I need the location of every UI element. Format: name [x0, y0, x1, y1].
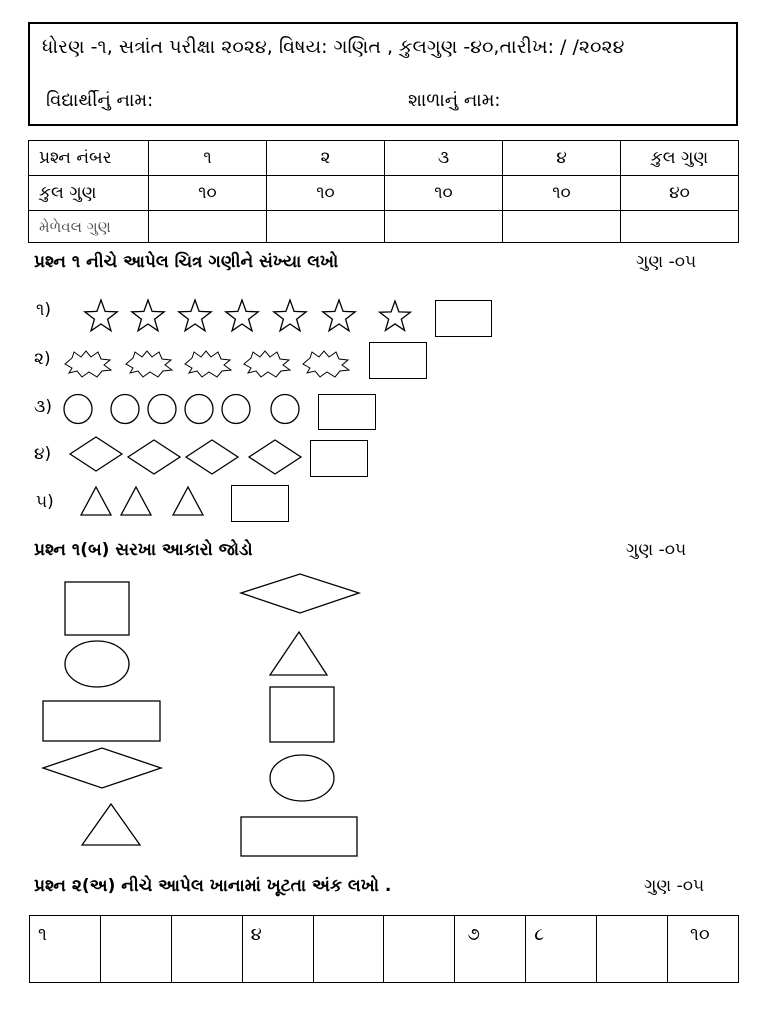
q1-bursts-row: [65, 351, 349, 377]
burst-icon: [185, 351, 231, 377]
circle-icon: [222, 395, 250, 424]
marks-cell: ૧૦: [149, 176, 267, 211]
star-icon: [179, 300, 211, 331]
q1-marks: ગુણ -૦૫: [636, 252, 697, 272]
number-cell: ૪: [242, 916, 313, 983]
student-name-label: વિદ્યાર્થીનું નામ:: [46, 90, 154, 111]
marks-cell: ૧૦: [503, 176, 621, 211]
q1-row-label: ૪): [34, 444, 52, 464]
number-answer-cell[interactable]: [313, 916, 384, 983]
number-cell: ૧૦: [668, 916, 739, 983]
star-icon: [132, 300, 164, 331]
q1-row-label: ૨): [34, 349, 51, 369]
marks-cell: ૪: [503, 141, 621, 176]
diamond-icon: [128, 440, 180, 474]
triangle-icon: [81, 487, 111, 515]
star-icon: [380, 301, 411, 330]
q2a-title: પ્રશ્ન ૨(અ) નીચે આપેલ ખાનામાં ખૂટતા અંક લખો .: [34, 876, 392, 896]
q1-title: પ્રશ્ન ૧ નીચે આપેલ ચિત્ર ગણીને સંખ્યા લખો: [34, 252, 339, 272]
number-answer-cell[interactable]: [597, 916, 668, 983]
marks-cell: ૧૦: [267, 176, 385, 211]
diamond-icon: [43, 748, 161, 788]
circle-icon: [148, 395, 176, 424]
marks-cell: ૨: [267, 141, 385, 176]
number-cell: ૧: [30, 916, 101, 983]
square-icon: [270, 687, 334, 742]
q1b-right-column: [241, 574, 359, 856]
star-icon: [323, 300, 355, 331]
star-icon: [85, 300, 117, 331]
circle-icon: [65, 641, 129, 687]
burst-icon: [65, 351, 111, 377]
q1-row-label: ૫): [36, 492, 54, 512]
burst-icon: [303, 351, 349, 377]
star-icon: [226, 300, 258, 331]
marks-cell: મેળેવલ ગુણ: [29, 211, 149, 243]
q1b-left-column: [43, 582, 161, 845]
q1-row-label: ૩): [34, 397, 52, 417]
diamond-icon: [186, 440, 238, 474]
marks-cell: ૧: [149, 141, 267, 176]
circle-icon: [270, 755, 334, 801]
school-name-label: શાળાનું નામ:: [408, 90, 501, 111]
rectangle-icon: [43, 701, 160, 741]
triangle-icon: [82, 804, 140, 845]
square-icon: [65, 582, 129, 635]
q1-row-label: ૧): [36, 300, 51, 320]
q1-triangles-row: [81, 487, 203, 515]
circle-icon: [64, 395, 92, 424]
diamond-icon: [241, 574, 359, 613]
circle-icon: [185, 395, 213, 424]
q1-circles-row: [64, 395, 299, 424]
number-answer-cell[interactable]: [100, 916, 171, 983]
triangle-icon: [173, 487, 203, 515]
number-answer-cell[interactable]: [171, 916, 242, 983]
q1b-marks: ગુણ -૦૫: [626, 540, 687, 560]
missing-numbers-row: [30, 916, 739, 983]
marks-cell: પ્રશ્ન નંબર: [29, 141, 149, 176]
number-answer-cell[interactable]: [384, 916, 455, 983]
marks-cell: ૩: [385, 141, 503, 176]
star-icon: [274, 300, 306, 331]
marks-cell: કુલ ગુણ: [29, 176, 149, 211]
number-cell: ૮: [526, 916, 597, 983]
q1-stars-row: [85, 300, 411, 331]
marks-cell: ૧૦: [385, 176, 503, 211]
exam-header-line: ધોરણ -૧, સત્રાંત પરીક્ષા ૨૦૨૪, વિષય: ગણિત , કુલગુણ -૪૦,તારીખ: / /૨૦૨૪: [42, 36, 625, 58]
diamond-icon: [70, 437, 122, 471]
rectangle-icon: [241, 817, 357, 856]
q2a-marks: ગુણ -૦૫: [644, 876, 705, 896]
diamond-icon: [249, 440, 301, 474]
triangle-icon: [270, 632, 327, 675]
triangle-icon: [121, 487, 151, 515]
burst-icon: [244, 351, 290, 377]
number-cell: ૭: [455, 916, 526, 983]
marks-cell: કુલ ગુણ: [621, 141, 739, 176]
q1-diamonds-row: [70, 437, 301, 474]
missing-numbers-table: [29, 915, 739, 983]
burst-icon: [126, 351, 172, 377]
circle-icon: [271, 395, 299, 424]
marks-cell: ૪૦: [621, 176, 739, 211]
circle-icon: [111, 395, 139, 424]
q1b-title: પ્રશ્ન ૧(બ) સરખા આકારો જોડો: [34, 540, 253, 560]
